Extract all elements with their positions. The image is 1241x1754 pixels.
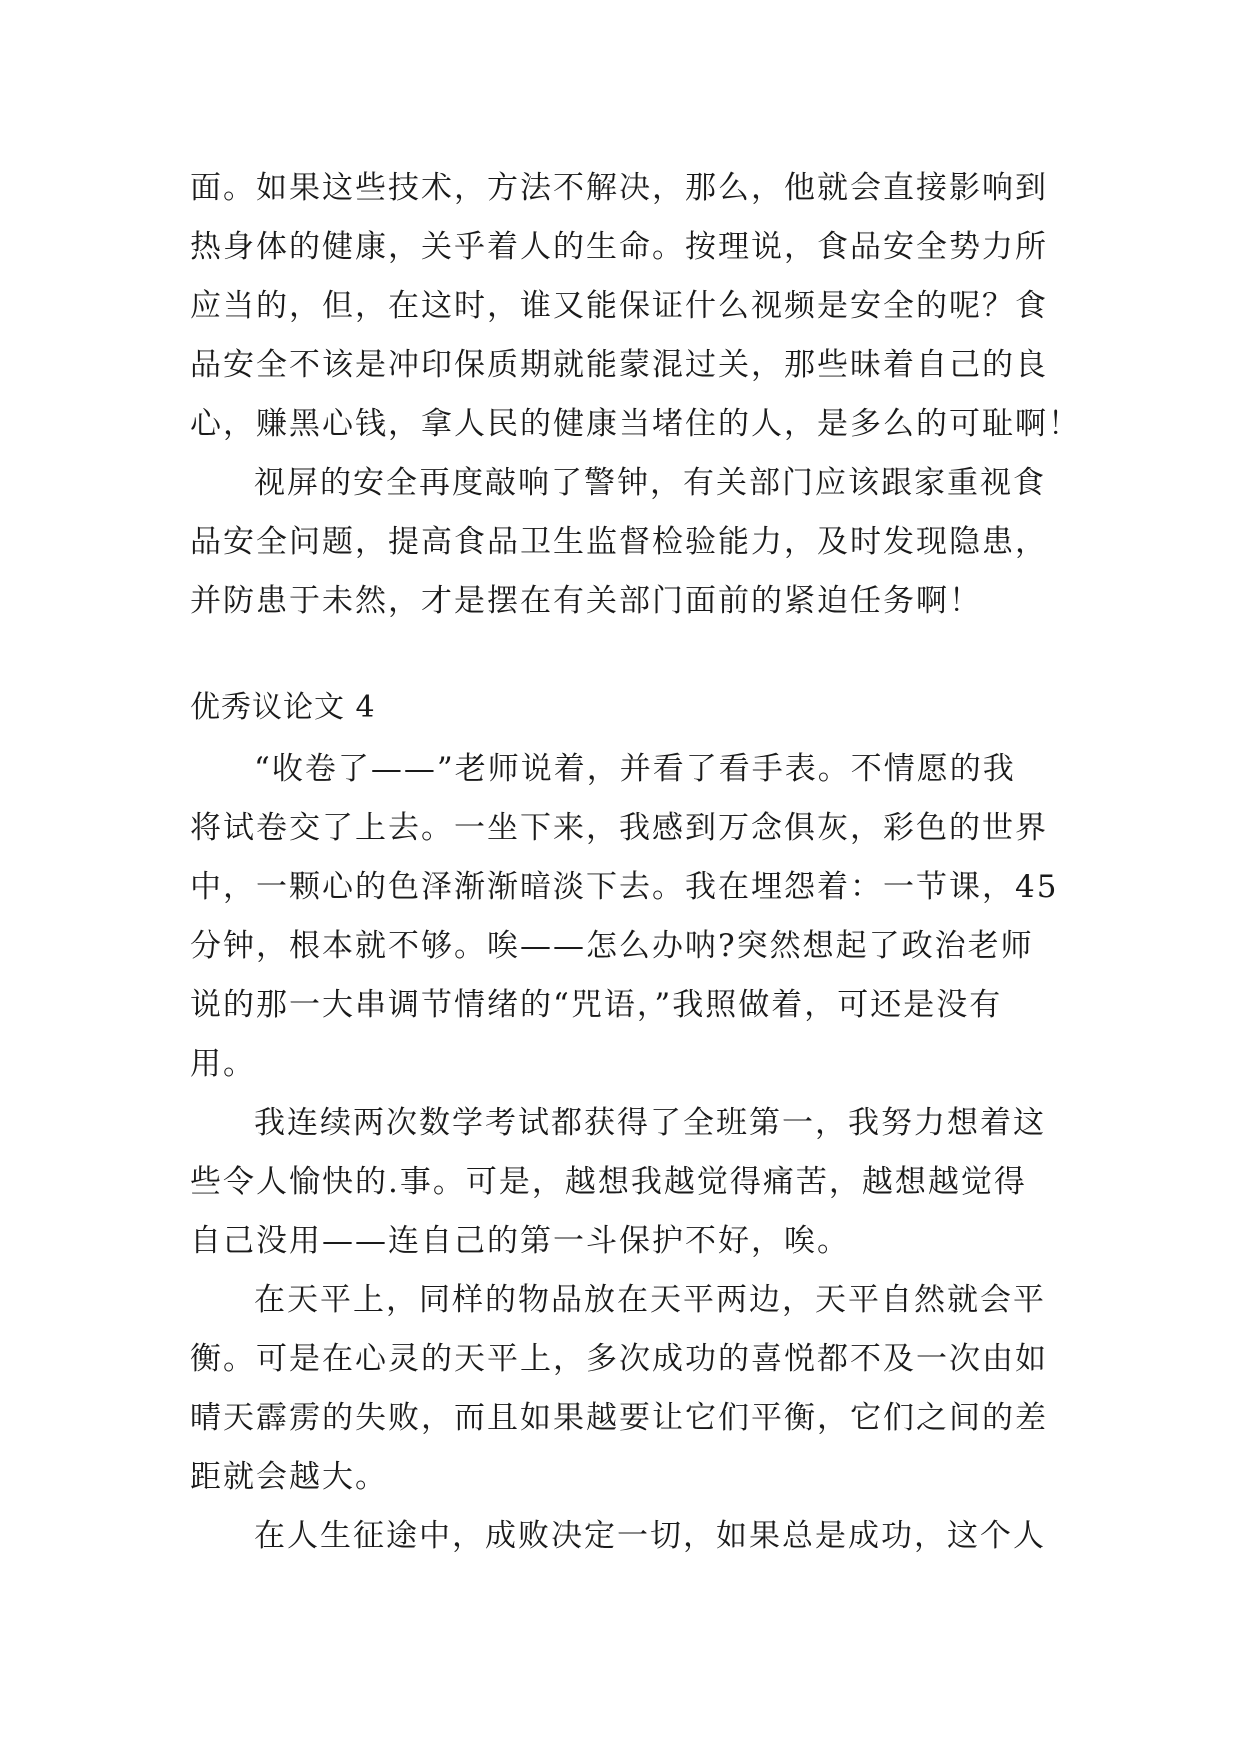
paragraph-line: 面。如果这些技术，方法不解决，那么，他就会直接影响到 [190, 170, 1048, 206]
section-title: 优秀议论文 4 [190, 690, 376, 725]
paragraph-line: 心，赚黑心钱，拿人民的健康当堵住的人，是多么的可耻啊！ [190, 406, 1081, 442]
paragraph-line: 应当的，但，在这时，谁又能保证什么视频是安全的呢？食 [190, 288, 1048, 324]
paragraph-line: 我连续两次数学考试都获得了全班第一，我努力想着这 [254, 1105, 1046, 1141]
paragraph-line: 品安全不该是冲印保质期就能蒙混过关，那些昧着自己的良 [190, 347, 1048, 383]
paragraph-line: 在天平上，同样的物品放在天平两边，天平自然就会平 [254, 1282, 1046, 1318]
paragraph-line: 距就会越大。 [190, 1459, 388, 1495]
paragraph-line: 视屏的安全再度敲响了警钟，有关部门应该跟家重视食 [254, 465, 1046, 501]
paragraph-line: 将试卷交了上去。一坐下来，我感到万念俱灰，彩色的世界 [190, 810, 1048, 846]
paragraph-line: 中，一颗心的色泽渐渐暗淡下去。我在埋怨着：一节课，45 [190, 869, 1059, 905]
paragraph-line: 说的那一大串调节情绪的“咒语，”我照做着，可还是没有 [190, 987, 1003, 1023]
paragraph-line: 些令人愉快的.事。可是，越想我越觉得痛苦，越想越觉得 [190, 1164, 1027, 1200]
paragraph-line: 并防患于未然，才是摆在有关部门面前的紧迫任务啊！ [190, 583, 982, 619]
paragraph-line: 自己没用——连自己的第一斗保护不好，唉。 [190, 1223, 850, 1259]
paragraph-line: 在人生征途中，成败决定一切，如果总是成功，这个人 [254, 1518, 1046, 1554]
paragraph-line: 衡。可是在心灵的天平上，多次成功的喜悦都不及一次由如 [190, 1341, 1048, 1377]
paragraph-line: 用。 [190, 1046, 256, 1082]
paragraph-line: “收卷了——”老师说着，并看了看手表。不情愿的我 [254, 751, 1016, 787]
paragraph-line: 品安全问题，提高食品卫生监督检验能力，及时发现隐患， [190, 524, 1048, 560]
paragraph-line: 分钟，根本就不够。唉——怎么办呐?突然想起了政治老师 [190, 928, 1034, 964]
paragraph-line: 热身体的健康，关乎着人的生命。按理说，食品安全势力所 [190, 229, 1048, 265]
paragraph-line: 晴天霹雳的失败，而且如果越要让它们平衡，它们之间的差 [190, 1400, 1048, 1436]
